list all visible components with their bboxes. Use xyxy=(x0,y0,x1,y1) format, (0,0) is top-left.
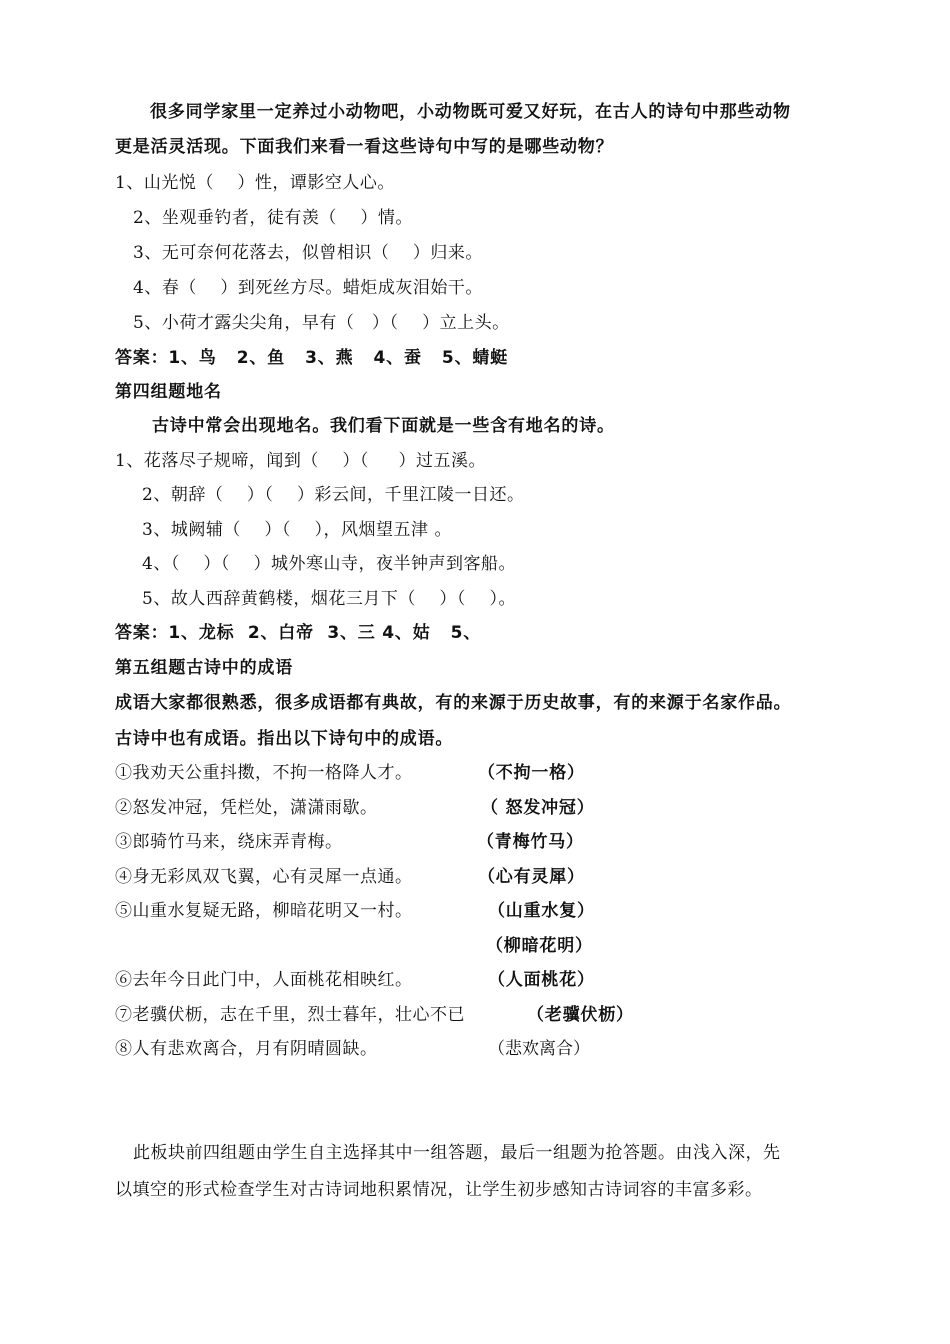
group3-answer: 答案：1、鸟 2、鱼 3、燕 4、蚕 5、蜻蜓 xyxy=(115,348,508,368)
idiom-verse-5: ⑤山重水复疑无路，柳暗花明又一村。 xyxy=(115,901,413,921)
group5-intro-line-1: 成语大家都很熟悉，很多成语都有典故，有的来源于历史故事，有的来源于名家作品。 xyxy=(115,693,792,713)
group3-item-2: 2、坐观垂钓者，徒有羡（ ）情。 xyxy=(133,208,413,228)
group5-title: 第五组题古诗中的成语 xyxy=(115,658,293,678)
group3-item-3: 3、无可奈何花落去，似曾相识（ ）归来。 xyxy=(133,243,483,263)
idiom-answer-8: （悲欢离合） xyxy=(488,1039,590,1059)
idiom-answer-5: （山重水复） xyxy=(488,901,595,921)
intro-line-2: 更是活灵活现。下面我们来看一看这些诗句中写的是哪些动物？ xyxy=(115,137,614,157)
group3-item-1: 1、山光悦（ ）性，谭影空人心。 xyxy=(115,173,395,193)
group4-item-3: 3、城阙辅（ ）（ ），风烟望五津 。 xyxy=(142,520,452,540)
group5-intro-line-2: 古诗中也有成语。指出以下诗句中的成语。 xyxy=(115,729,454,749)
idiom-answer-2: （ 怒发冲冠） xyxy=(481,798,595,818)
idiom-verse-1: ①我劝天公重抖擞，不拘一格降人才。 xyxy=(115,763,413,783)
idiom-answer-7: （老骥伏枥） xyxy=(527,1005,634,1025)
idiom-answer-5b: （柳暗花明） xyxy=(486,936,593,956)
group4-item-2: 2、朝辞（ ）（ ）彩云间，千里江陵一日还。 xyxy=(142,485,525,505)
idiom-answer-1: （不拘一格） xyxy=(478,763,585,783)
group4-answer: 答案：1、龙标 2、白帝 3、三 4、姑 5、 xyxy=(115,623,482,643)
summary-line-1: 此板块前四组题由学生自主选择其中一组答题，最后一组题为抢答题。由浅入深，先 xyxy=(133,1143,781,1163)
group4-item-4: 4、（ ）（ ）城外寒山寺，夜半钟声到客船。 xyxy=(142,554,517,574)
summary-line-2: 以填空的形式检查学生对古诗词地积累情况，让学生初步感知古诗词容的丰富多彩。 xyxy=(115,1180,763,1200)
intro-line-1: 很多同学家里一定养过小动物吧，小动物既可爱又好玩，在古人的诗句中那些动物 xyxy=(150,102,791,122)
group4-item-1: 1、花落尽子规啼，闻到（ ）（ ）过五溪。 xyxy=(115,451,486,471)
idiom-answer-4: （心有灵犀） xyxy=(478,867,585,887)
group3-item-5: 5、小荷才露尖尖角，早有（ ）（ ）立上头。 xyxy=(133,313,510,333)
idiom-verse-3: ③郎骑竹马来，绕床弄青梅。 xyxy=(115,832,343,852)
group4-item-5: 5、故人西辞黄鹤楼，烟花三月下（ ）（ ）。 xyxy=(142,589,517,609)
idiom-verse-4: ④身无彩凤双飞翼，心有灵犀一点通。 xyxy=(115,867,413,887)
idiom-verse-7: ⑦老骥伏枥，志在千里，烈士暮年，壮心不已 xyxy=(115,1005,465,1025)
idiom-verse-2: ②怒发冲冠，凭栏处，潇潇雨歇。 xyxy=(115,798,378,818)
group4-title: 第四组题地名 xyxy=(115,382,222,402)
group4-intro: 古诗中常会出现地名。我们看下面就是一些含有地名的诗。 xyxy=(152,416,615,436)
idiom-answer-6: （人面桃花） xyxy=(488,970,595,990)
idiom-verse-6: ⑥去年今日此门中，人面桃花相映红。 xyxy=(115,970,413,990)
group3-item-4: 4、春（ ）到死丝方尽。蜡炬成灰泪始干。 xyxy=(133,278,483,298)
idiom-answer-3: （青梅竹马） xyxy=(477,832,584,852)
idiom-verse-8: ⑧人有悲欢离合，月有阴晴圆缺。 xyxy=(115,1039,378,1059)
